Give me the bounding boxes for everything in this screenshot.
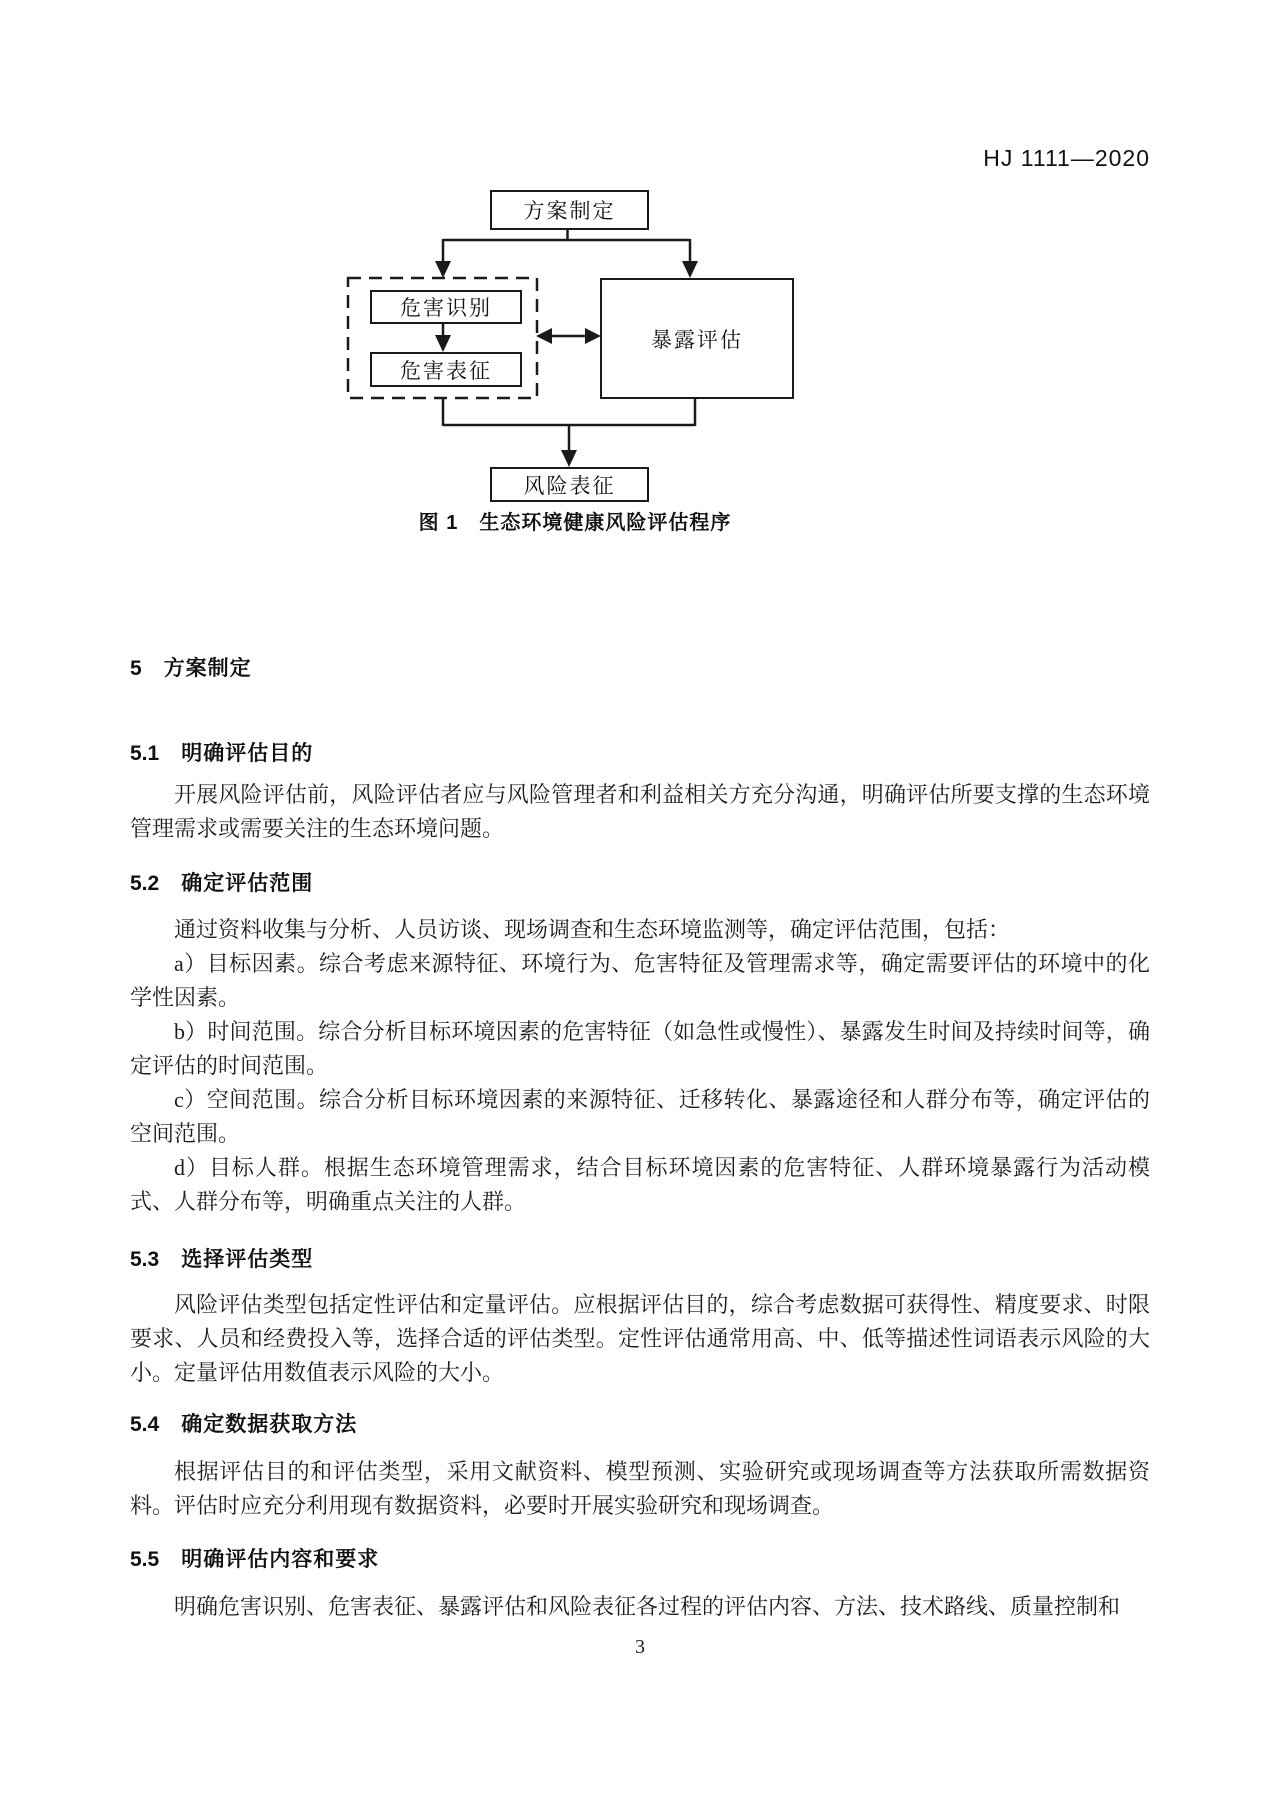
page-number: 3 [635,1636,645,1658]
list-item-d: d）目标人群。根据生态环境管理需求，结合目标环境因素的危害特征、人群环境暴露行为活动模式、人群分布等，明确重点关注的人群。 [130,1155,1150,1214]
paragraph: 风险评估类型包括定性评估和定量评估。应根据评估目的，综合考虑数据可获得性、精度要求、时限要求、人员和经费投入等，选择合适的评估类型。定性评估通常用高、中、低等描述性词语表示风险的大小。定量评估用数值表示风险的大小。 [130,1292,1150,1385]
list-item-a: a）目标因素。综合考虑来源特征、环境行为、危害特征及管理需求等，确定需要评估的环境中的化学性因素。 [130,951,1150,1010]
section-5-3-body [130,1288,1150,1390]
flowchart-node-exposure-assessment: 暴露评估 [600,278,794,399]
list-item-c: c）空间范围。综合分析目标环境因素的来源特征、迁移转化、暴露途径和人群分布等，确定评估的空间范围。 [130,1087,1150,1146]
section-title: 选择评估类型 [181,1248,314,1271]
figure-1-caption: 图 1 生态环境健康风险评估程序 [418,512,732,534]
section-5-2-heading [130,867,1150,897]
section-number: 5.5 [130,1548,160,1571]
arrow-hazardid-to-hazardchar [435,335,451,352]
arrow-down-to-dashed-box [435,261,451,278]
section-number: 5.2 [130,872,160,895]
section-number: 5.4 [130,1413,160,1436]
section-5-5-heading [130,1543,1150,1573]
section-5-4-body [130,1455,1150,1523]
section-number: 5.3 [130,1248,160,1271]
paragraph: 根据评估目的和评估类型，采用文献资料、模型预测、实验研究或现场调查等方法获取所需数据资料。评估时应充分利用现有数据资料，必要时开展实验研究和现场调查。 [130,1459,1150,1518]
section-5-1-heading [130,737,1150,767]
double-arrow-right-head [585,328,601,344]
flowchart-node-hazard-identification: 危害识别 [370,290,522,324]
list-item-b: b）时间范围。综合分析目标环境因素的危害特征（如急性或慢性）、暴露发生时间及持续时间等，确定评估的时间范围。 [130,1019,1150,1078]
double-arrow-left-head [536,328,552,344]
figure-1-flowchart [340,185,810,505]
doc-number-header: HJ 1111—2020 [983,145,1150,171]
paragraph: 通过资料收集与分析、人员访谈、现场调查和生态环境监测等，确定评估范围，包括： [174,917,1011,942]
arrow-down-to-risk [561,450,577,467]
paragraph: 明确危害识别、危害表征、暴露评估和风险表征各过程的评估内容、方法、技术路线、质量控制和 [174,1594,1121,1619]
section-title: 明确评估目的 [181,742,314,765]
section-5-2-body [130,913,1150,1219]
section-title: 确定评估范围 [181,872,314,895]
section-5-4-heading [130,1408,1150,1438]
arrow-down-to-exposure [682,261,698,278]
section-title: 明确评估内容和要求 [181,1548,380,1571]
section-number: 5.1 [130,742,160,765]
flowchart-node-hazard-characterization: 危害表征 [370,352,522,387]
flowchart-node-risk-characterization: 风险表征 [490,467,649,502]
section-5-1-body [130,778,1150,846]
flowchart-node-plan: 方案制定 [490,190,649,230]
section-title: 确定数据获取方法 [181,1413,358,1436]
section-5-3-heading [130,1243,1150,1273]
paragraph: 开展风险评估前，风险评估者应与风险管理者和利益相关方充分沟通，明确评估所要支撑的生态环境管理需求或需要关注的生态环境问题。 [130,782,1150,841]
section-5-5-body [130,1590,1150,1624]
section-5-heading [130,652,1150,682]
section-title: 方案制定 [163,657,252,680]
section-number: 5 [130,657,142,680]
